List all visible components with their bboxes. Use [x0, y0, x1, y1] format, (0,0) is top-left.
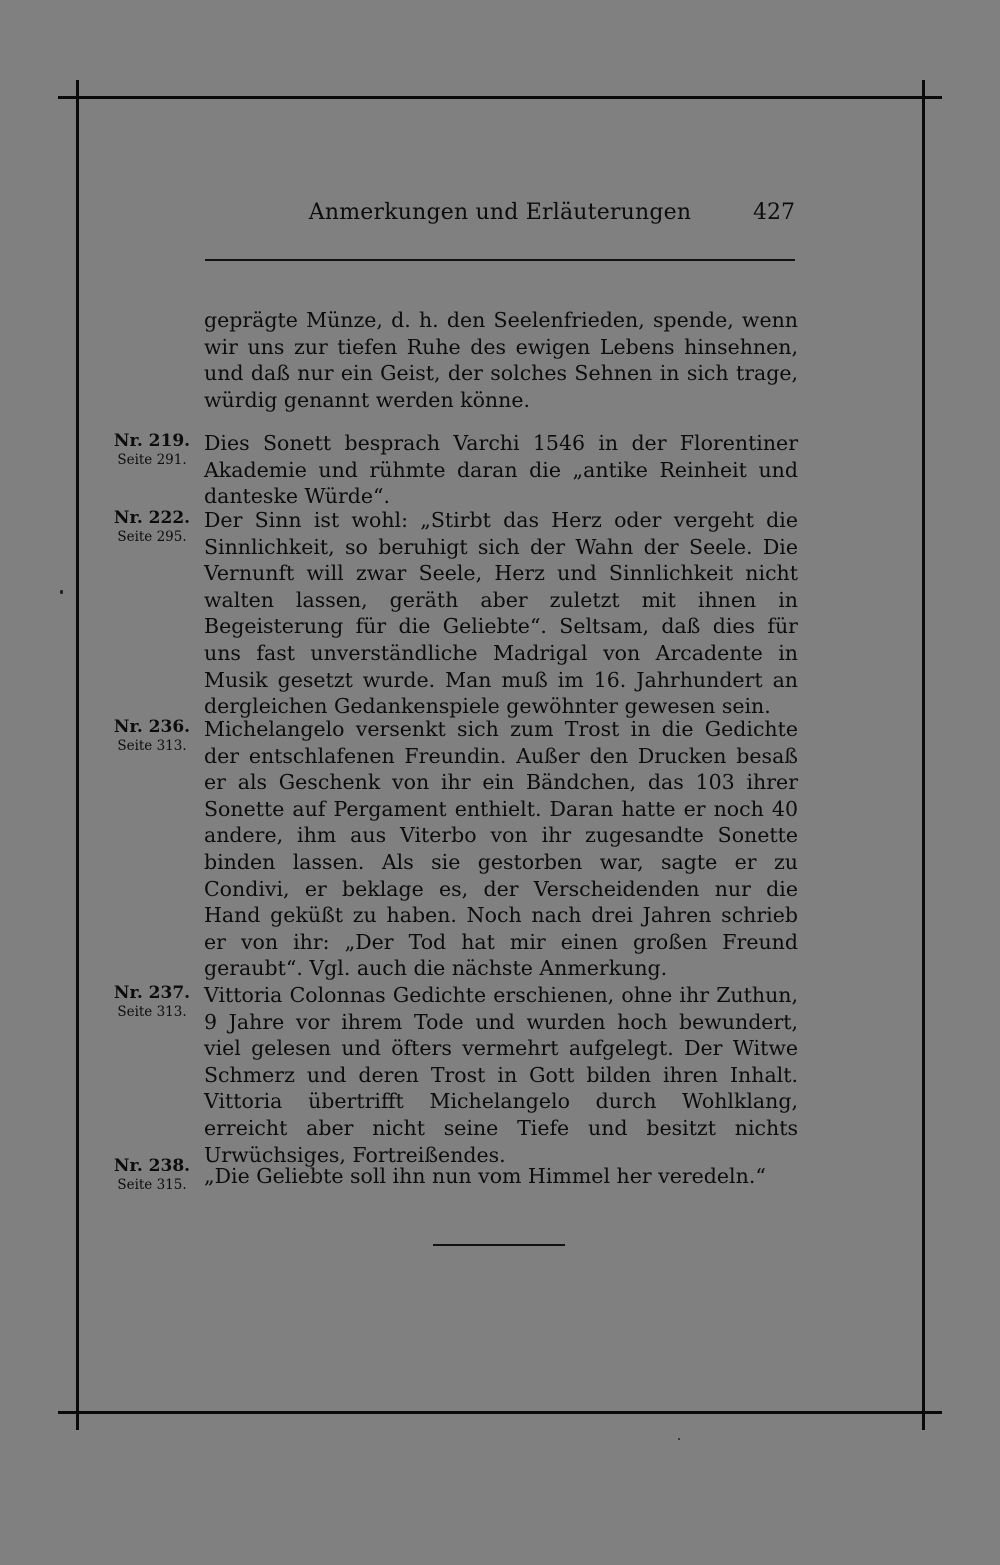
paragraph-text: Vittoria Colonnas Gedichte erschienen, ohne ihr Zuthun, 9 Jahre vor ihrem Tode und wurden hoch bewundert, viel gelesen und öfters vermehrt aufgelegt. Der Witwe Schmerz und deren Trost in Gott bilden ihren Inhalt. Vittoria übertrifft Michelangelo durch Wohlklang, erreicht aber nicht seine Tiefe und besitzt nichts Urwüchsiges, Fortreißendes. — [204, 983, 798, 1167]
note-paragraph — [204, 716, 798, 982]
note-paragraph — [204, 1163, 798, 1190]
header-rule — [205, 259, 795, 261]
frame-bottom-rule — [58, 1411, 942, 1414]
note-page-ref: Seite 291. — [117, 452, 187, 468]
speck-mark — [60, 590, 63, 594]
note-label — [108, 982, 196, 1021]
note-page-ref: Seite 315. — [117, 1177, 187, 1193]
running-title: Anmerkungen und Erläuterungen — [308, 200, 692, 225]
frame-right-rule — [922, 80, 925, 1430]
note-paragraph — [204, 430, 798, 510]
note-page-ref: Seite 295. — [117, 529, 187, 545]
note-label — [108, 716, 196, 755]
note-paragraph — [204, 507, 798, 720]
frame-left-rule — [76, 80, 79, 1430]
paragraph-text: Der Sinn ist wohl: „Stirbt das Herz oder vergeht die Sinnlichkeit, so beruhigt sich der Wahn der Seele. Die Vernunft will zwar Seele, Herz und Sinnlichkeit nicht walten lassen, geräth aber zuletzt mit ihnen in Begeisterung für die Geliebte“. Seltsam, daß dies für uns fast unverständliche Madrigal von Arcadente in Musik gesetzt wurde. Man muß im 16. Jahrhundert an dergleichen Gedankenspiele gewöhnter gewesen sein. — [204, 508, 798, 719]
paragraph-text: Michelangelo versenkt sich zum Trost in die Gedichte der entschlafenen Freundin. Außer den Drucken besaß er als Geschenk von ihr ein Bändchen, das 103 ihrer Sonette auf Pergament enthielt. Daran hatte er noch 40 andere, ihm aus Viterbo von ihr zugesandte Sonette binden lassen. Als sie gestorben war, sagte er zu Condivi, er beklage es, der Verscheidenden nur die Hand geküßt zu haben. Noch nach drei Jahren schrieb er von ihr: „Der Tod hat mir einen großen Freund geraubt“. Vgl. auch die nächste Anmerkung. — [204, 717, 798, 981]
paragraph-text: Dies Sonett besprach Varchi 1546 in der Florentiner Akademie und rühmte daran die „antike Reinheit und danteske Würde“. — [204, 431, 798, 509]
note-number: Nr. 219. — [113, 431, 191, 451]
running-head — [205, 200, 795, 234]
page-number: 427 — [753, 200, 795, 225]
end-rule — [433, 1244, 565, 1246]
note-label — [108, 1155, 196, 1194]
note-paragraph — [204, 982, 798, 1168]
note-label — [108, 430, 196, 469]
note-label — [108, 507, 196, 546]
note-number: Nr. 222. — [113, 508, 191, 528]
note-page-ref: Seite 313. — [117, 738, 187, 754]
paragraph-text: „Die Geliebte soll ihn nun vom Himmel her veredeln.“ — [204, 1164, 766, 1188]
continued-paragraph — [204, 307, 798, 413]
frame-top-rule — [58, 96, 942, 99]
speck-mark — [678, 1438, 680, 1440]
note-number: Nr. 237. — [113, 983, 191, 1003]
note-number: Nr. 236. — [113, 717, 191, 737]
note-number: Nr. 238. — [113, 1156, 191, 1176]
paragraph-text: geprägte Münze, d. h. den Seelenfrieden, spende, wenn wir uns zur tiefen Ruhe des ewigen Lebens hinsehnen, und daß nur ein Geist, der solches Sehnen in sich trage, würdig genannt werden könne. — [204, 308, 798, 412]
note-page-ref: Seite 313. — [117, 1004, 187, 1020]
